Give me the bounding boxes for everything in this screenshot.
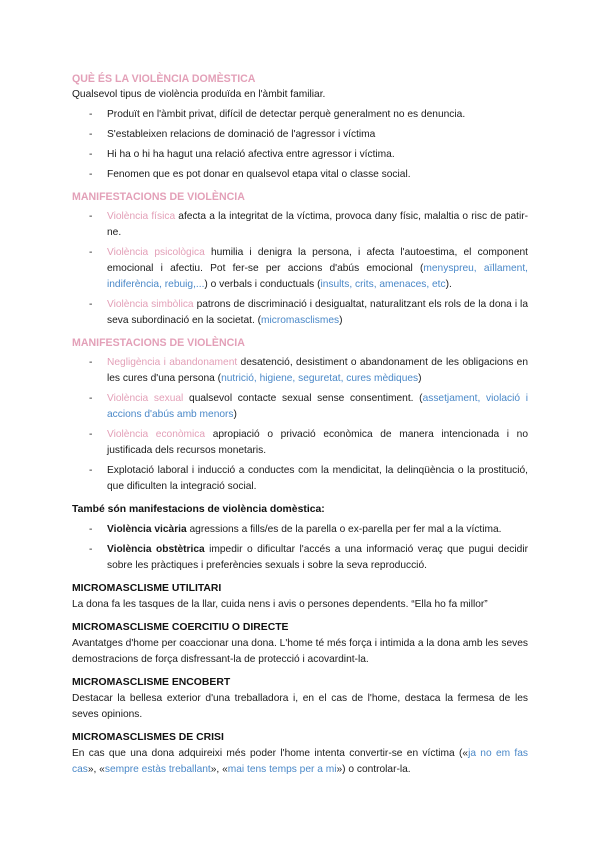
- list-item: [72, 107, 528, 123]
- list-item-text: ): [233, 409, 237, 420]
- list-item: [72, 297, 528, 329]
- dash-bullet: -: [89, 299, 93, 310]
- bullet-list-tambe-son: [72, 522, 528, 574]
- paragraph: [72, 746, 528, 778]
- bullet-list-definition: [72, 107, 528, 183]
- paragraph-text: En cas que una dona adquireixi més poder l'home intenta convertir-se en víctima («: [72, 748, 469, 759]
- list-item-text: S'estableixen relacions de dominació de l'agressor i víctima: [107, 129, 376, 140]
- list-item: [72, 391, 528, 423]
- example-text: insults, crits, amenaces, etc: [320, 279, 446, 290]
- section-title-violencia-domestica: QUÈ ÉS LA VIOLÈNCIA DOMÈSTICA: [72, 73, 256, 85]
- term-label: Violència psicològica: [107, 247, 205, 258]
- example-text: mai tens temps per a mi: [227, 764, 337, 775]
- paragraph: Avantatges d'home per coaccionar una dona. L'home té més força i intimida a la dona amb les seves demostracions de força disfressant-la de protecció i acovardint-la.: [72, 638, 528, 665]
- term-label: Violència vicària: [107, 524, 187, 535]
- list-item: [72, 167, 528, 183]
- example-text: ja no em fas cas: [72, 748, 528, 775]
- section-intro: Qualsevol tipus de violència produïda en l'àmbit familiar.: [72, 89, 326, 100]
- dash-bullet: -: [89, 357, 93, 368]
- paragraph-text: », «: [87, 764, 105, 775]
- dash-bullet: -: [89, 211, 93, 222]
- dash-bullet: -: [89, 544, 93, 555]
- example-text: nutrició, higiene, seguretat, cures mèdiques: [221, 373, 419, 384]
- list-item-text: impedir o dificultar l'accés a una informació veraç que pugui decidir sobre les pràctiques i preferències sexuals i sobre la seva reproducció.: [107, 544, 528, 571]
- dash-bullet: -: [89, 149, 93, 160]
- list-item-text: patrons de discriminació i desigualtat, naturalitzant els rols de la dona i la seva subordinació en la societat. (: [107, 299, 528, 326]
- list-item-text: desatenció, desistiment o abandonament de les obligacions en les cures d'una persona (: [107, 357, 529, 384]
- dash-bullet: -: [89, 247, 93, 258]
- section-title-micro-coercitiu: MICROMASCLISME COERCITIU O DIRECTE: [72, 622, 289, 633]
- bullet-list-manifestacions-1: [72, 209, 528, 329]
- example-text: menyspreu, aïllament, indiferència, rebuig,...: [107, 263, 528, 290]
- list-item-text: Hi ha o hi ha hagut una relació afectiva entre agressor i víctima.: [107, 149, 395, 160]
- term-label: Violència econòmica: [107, 429, 206, 440]
- list-item-text: Fenomen que es pot donar en qualsevol etapa vital o classe social.: [107, 169, 411, 180]
- example-text: micromasclismes: [261, 315, 340, 326]
- bullet-list-manifestacions-2: [72, 355, 528, 495]
- paragraph-text: ») o controlar-la.: [336, 764, 411, 775]
- term-label: Violència física: [107, 211, 176, 222]
- dash-bullet: -: [89, 169, 93, 180]
- list-item-text: afecta a la integritat de la víctima, provoca dany físic, malaltia o risc de patir-ne.: [107, 211, 529, 238]
- list-item: [72, 245, 528, 293]
- section-title-manifestacions-2: MANIFESTACIONS DE VIOLÈNCIA: [72, 337, 245, 349]
- list-item: [72, 147, 528, 163]
- list-item-text: humilia i denigra la persona, i afecta l'autoestima, el component emocional i afectiu. Pot fer-se per accions d'abús emocional (: [107, 247, 529, 274]
- section-title-micro-encobert: MICROMASCLISME ENCOBERT: [72, 677, 231, 688]
- list-item: [72, 209, 528, 241]
- list-item: [72, 427, 528, 459]
- list-item: [72, 542, 528, 574]
- section-title-tambe-son: També són manifestacions de violència domèstica:: [72, 504, 325, 515]
- list-item: [72, 522, 528, 538]
- term-label: Violència obstètrica: [107, 544, 205, 555]
- list-item-text: ).: [445, 279, 452, 290]
- example-text: assetjament, violació i accions d'abús amb menors: [107, 393, 528, 420]
- dash-bullet: -: [89, 109, 93, 120]
- paragraph: Destacar la bellesa exterior d'una treballadora i, en el cas de l'home, destaca la fermesa de les seves opinions.: [72, 693, 528, 720]
- section-title-micro-utilitari: MICROMASCLISME UTILITARI: [72, 583, 222, 594]
- dash-bullet: -: [89, 429, 93, 440]
- dash-bullet: -: [89, 524, 93, 535]
- section-title-manifestacions-1: MANIFESTACIONS DE VIOLÈNCIA: [72, 191, 245, 203]
- paragraph: La dona fa les tasques de la llar, cuida nens i avis o persones dependents. “Ella ho fa millor”: [72, 599, 488, 610]
- list-item-text: Produït en l'àmbit privat, difícil de detectar perquè generalment no es denuncia.: [107, 109, 466, 120]
- section-title-micro-crisi: MICROMASCLISMES DE CRISI: [72, 732, 224, 743]
- list-item-text: ): [339, 315, 343, 326]
- list-item-text: apropiació o privació econòmica de manera intencionada i no justificada dels recursos monetaris.: [107, 429, 528, 456]
- dash-bullet: -: [89, 129, 93, 140]
- list-item-text: agressions a fills/es de la parella o ex-parella per fer mal a la víctima.: [186, 524, 502, 535]
- list-item: [72, 463, 528, 495]
- dash-bullet: -: [89, 393, 93, 404]
- list-item-text: qualsevol contacte sexual sense consentiment. (: [183, 393, 423, 404]
- list-item-text: ) o verbals i conductuals (: [204, 279, 321, 290]
- list-item: [72, 127, 528, 143]
- term-label: Violència simbòlica: [107, 299, 194, 310]
- list-item: [72, 355, 528, 387]
- term-label: Violència sexual: [107, 393, 184, 404]
- list-item-text: Explotació laboral i inducció a conductes com la mendicitat, la delinqüència o la prostitució, que dificulten la integració social.: [107, 465, 528, 492]
- list-item-text: ): [418, 373, 422, 384]
- paragraph-text: », «: [210, 764, 228, 775]
- example-text: sempre estàs treballant: [104, 764, 211, 775]
- dash-bullet: -: [89, 465, 93, 476]
- term-label: Negligència i abandonament: [107, 357, 238, 368]
